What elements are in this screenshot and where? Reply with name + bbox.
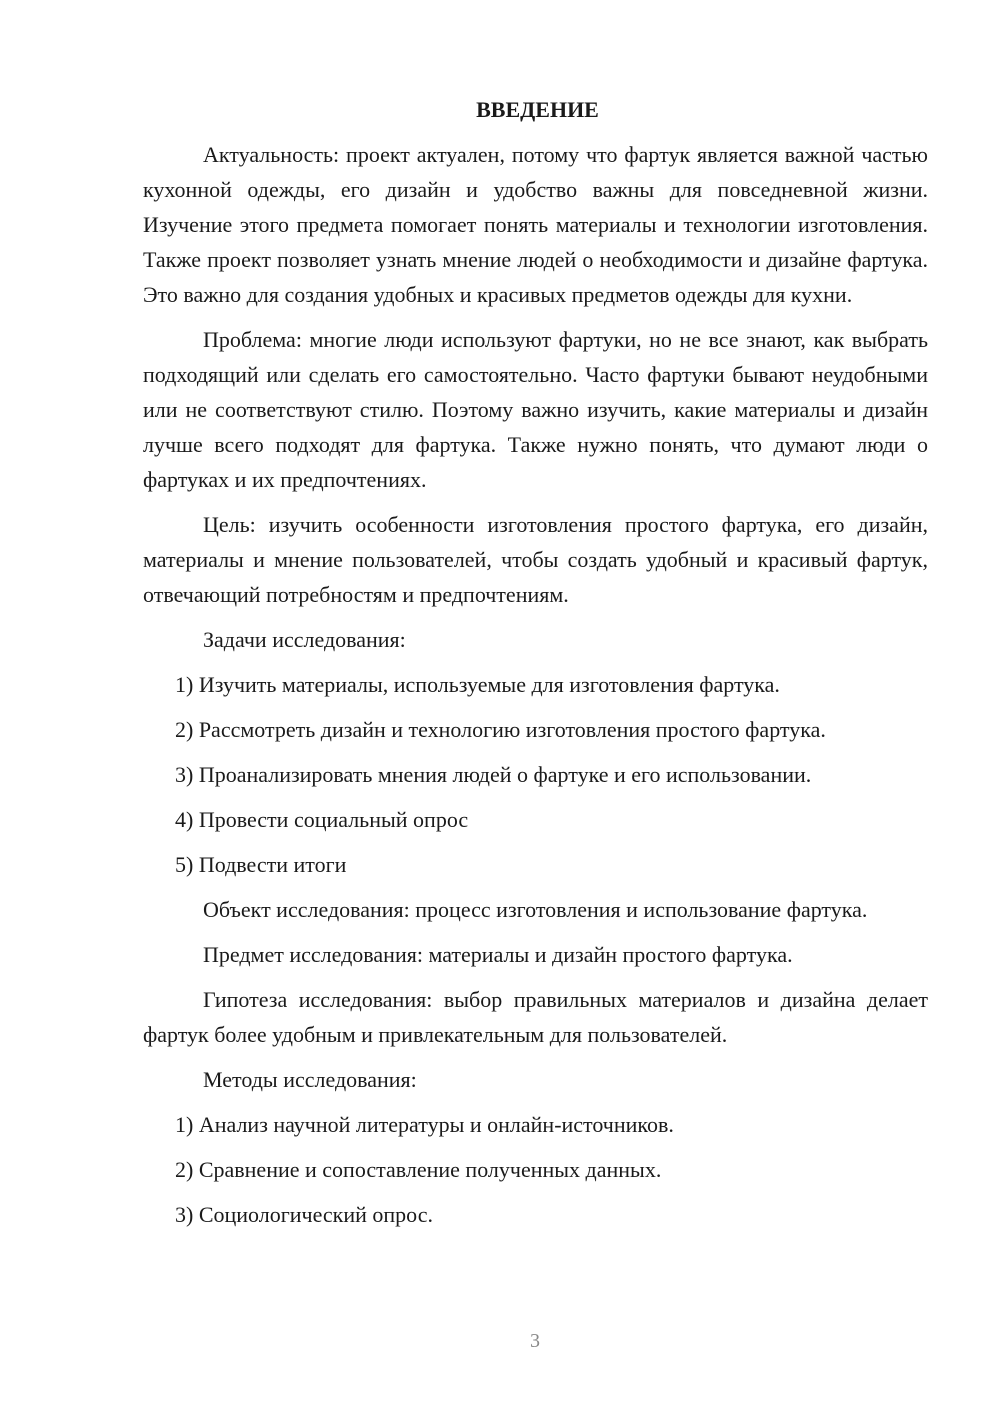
page-number: 3: [530, 1330, 540, 1352]
hypothesis-paragraph: Гипотеза исследования: выбор правильных материалов и дизайна делает фартук более удобным и привлекательным для пользователей.: [143, 987, 928, 1047]
problem-paragraph: Проблема: многие люди используют фартуки, но не все знают, как выбрать подходящий или сделать его самостоятельно. Часто фартуки бывают неудобными или не соответствуют стилю. Поэтому важно изучить, какие материалы и дизайн лучше всего подходят для фартука. Также нужно понять, что думают люди о фартуках и их предпочтениях.: [143, 327, 928, 492]
subject-paragraph: Предмет исследования: материалы и дизайн простого фартука.: [203, 942, 793, 967]
method-item: 1) Анализ научной литературы и онлайн-источников.: [175, 1112, 674, 1137]
task-item: 5) Подвести итоги: [175, 852, 347, 877]
task-item: 2) Рассмотреть дизайн и технологию изготовления простого фартука.: [175, 717, 826, 742]
task-item: 4) Провести социальный опрос: [175, 807, 469, 832]
object-paragraph: Объект исследования: процесс изготовления и использование фартука.: [203, 897, 868, 922]
tasks-heading: Задачи исследования:: [203, 627, 406, 652]
page-content: [143, 92, 928, 1242]
goal-paragraph: Цель: изучить особенности изготовления простого фартука, его дизайн, материалы и мнение пользователей, чтобы создать удобный и красивый фартук, отвечающий потребностям и предпочтениям.: [143, 512, 928, 607]
section-title: ВВЕДЕНИЕ: [476, 97, 599, 122]
method-item: 3) Социологический опрос.: [175, 1202, 433, 1227]
methods-heading: Методы исследования:: [203, 1067, 417, 1092]
task-item: 1) Изучить материалы, используемые для изготовления фартука.: [175, 672, 780, 697]
method-item: 2) Сравнение и сопоставление полученных данных.: [175, 1157, 662, 1182]
task-item: 3) Проанализировать мнения людей о фартуке и его использовании.: [175, 762, 812, 787]
relevance-paragraph: Актуальность: проект актуален, потому что фартук является важной частью кухонной одежды, его дизайн и удобство важны для повседневной жизни. Изучение этого предмета помогает понять материалы и технологии изготовления. Также проект позволяет узнать мнение людей о необходимости и дизайне фартука. Это важно для создания удобных и красивых предметов одежды для кухни.: [143, 142, 928, 307]
